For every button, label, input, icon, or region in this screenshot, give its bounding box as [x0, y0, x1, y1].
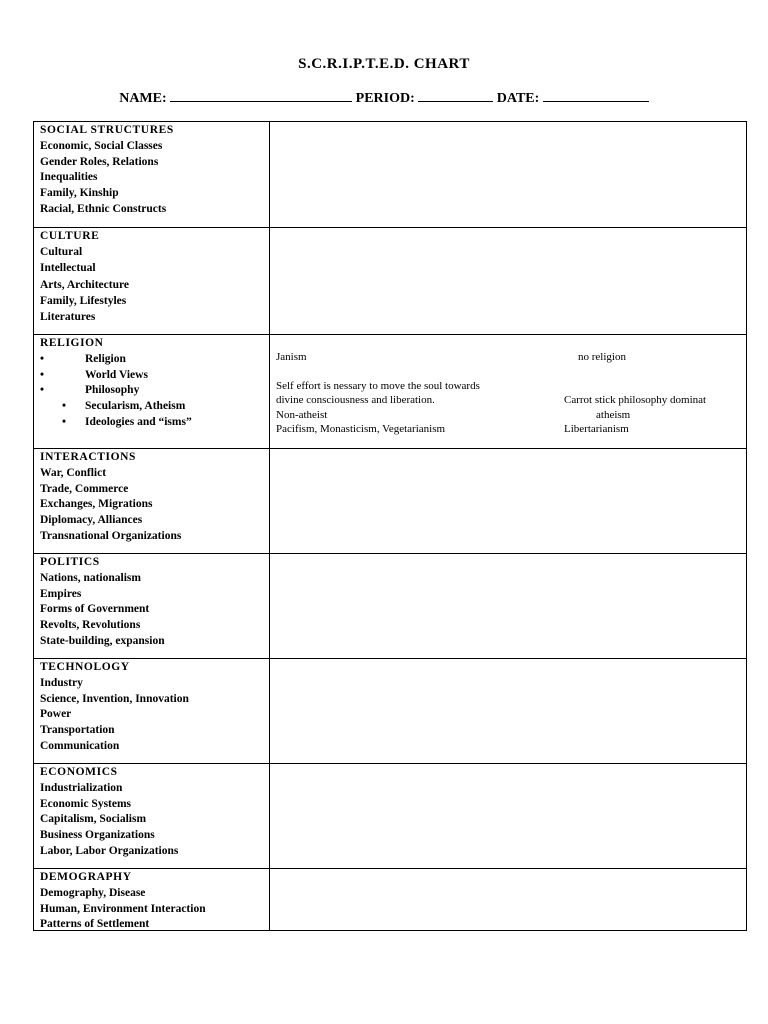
note-text: no religion [578, 351, 626, 363]
category-heading: RELIGION [40, 337, 104, 349]
category-item: Forms of Government [40, 603, 150, 616]
category-item: Nations, nationalism [40, 571, 141, 584]
category-item: Cultural [40, 245, 83, 258]
category-cell [34, 449, 270, 553]
category-item: Economic Systems [40, 797, 132, 810]
period-label: PERIOD: [355, 91, 415, 106]
note-text: divine consciousness and liberation. [276, 394, 435, 406]
row-social-structures [34, 122, 746, 228]
category-item: Economic, Social Classes [40, 139, 163, 152]
row-technology [34, 658, 746, 764]
category-item: Human, Environment Interaction [40, 902, 206, 915]
category-item: Revolts, Revolutions [40, 619, 141, 632]
date-label: DATE: [496, 91, 540, 106]
category-cell [34, 122, 270, 228]
category-item: Gender Roles, Relations [40, 155, 159, 168]
period-blank[interactable] [418, 89, 493, 102]
category-heading: SOCIAL STRUCTURES [40, 124, 174, 136]
row-religion [34, 334, 746, 449]
category-cell [34, 335, 270, 449]
name-blank[interactable] [170, 89, 352, 102]
category-heading: DEMOGRAPHY [40, 871, 132, 883]
category-item: Industrialization [40, 781, 123, 794]
category-cell [34, 869, 270, 930]
notes-cell[interactable] [270, 228, 746, 334]
category-item: Exchanges, Migrations [40, 498, 153, 511]
note-text: atheism [596, 409, 631, 421]
name-label: NAME: [119, 91, 167, 106]
notes-cell[interactable] [270, 122, 746, 228]
date-blank[interactable] [543, 89, 649, 102]
category-heading: CULTURE [40, 230, 100, 242]
bullet-item: • World Views [40, 368, 269, 384]
bullet-dot-icon: • [40, 368, 45, 381]
bullet-dot-icon: • [40, 384, 45, 397]
category-item: Patterns of Settlement [40, 918, 150, 931]
category-item: State-building, expansion [40, 634, 165, 647]
bullet-dot-icon: • [62, 415, 67, 428]
sub-bullet-item: • Secularism, Atheism [40, 399, 269, 415]
row-demography [34, 868, 746, 930]
category-item: Family, Kinship [40, 187, 119, 200]
note-text: Non-atheist [276, 409, 328, 421]
note-text: Self effort is nessary to move the soul towards [276, 380, 480, 392]
category-item: Business Organizations [40, 829, 155, 842]
bullet-dot-icon: • [62, 400, 67, 413]
note-text: Pacifism, Monasticism, Vegetarianism [276, 423, 446, 435]
category-item: Racial, Ethnic Constructs [40, 202, 167, 215]
category-heading: ECONOMICS [40, 766, 118, 778]
row-economics [34, 763, 746, 869]
category-cell [34, 554, 270, 659]
category-item: Inequalities [40, 171, 98, 184]
category-item: Literatures [40, 310, 96, 323]
category-heading: TECHNOLOGY [40, 661, 130, 673]
bullet-item: • Religion [40, 352, 269, 368]
category-cell [34, 228, 270, 334]
category-cell [34, 659, 270, 764]
note-text: Janism [276, 351, 307, 363]
category-item: Diplomacy, Alliances [40, 514, 143, 527]
notes-cell[interactable] [270, 449, 746, 553]
sub-bullet-item: • Ideologies and “isms” [40, 415, 269, 431]
row-politics [34, 553, 746, 659]
bullet-item: • Philosophy [40, 383, 269, 399]
category-item: Demography, Disease [40, 886, 146, 899]
category-item: Science, Invention, Innovation [40, 692, 189, 705]
scripted-chart-table [33, 121, 747, 931]
category-item: Labor, Labor Organizations [40, 844, 179, 857]
category-item: Transnational Organizations [40, 529, 182, 542]
bullet-dot-icon: • [40, 352, 45, 365]
student-info-line [0, 89, 768, 107]
row-interactions [34, 448, 746, 553]
note-text: Carrot stick philosophy dominat [564, 394, 707, 406]
category-item: Intellectual [40, 261, 96, 274]
notes-cell[interactable] [270, 869, 746, 930]
category-item: Arts, Architecture [40, 279, 129, 292]
category-item: War, Conflict [40, 466, 107, 479]
category-item: Industry [40, 676, 83, 689]
note-text: Libertarianism [564, 423, 629, 435]
notes-cell[interactable] [270, 335, 746, 449]
category-heading: INTERACTIONS [40, 451, 137, 463]
notes-cell[interactable] [270, 764, 746, 869]
category-item: Capitalism, Socialism [40, 813, 147, 826]
category-item: Family, Lifestyles [40, 295, 127, 308]
chart-title: S.C.R.I.P.T.E.D. CHART [298, 56, 470, 72]
category-item: Transportation [40, 724, 115, 737]
category-cell [34, 764, 270, 869]
category-item: Trade, Commerce [40, 482, 129, 495]
category-item: Empires [40, 587, 82, 600]
row-culture [34, 227, 746, 334]
category-item: Power [40, 708, 72, 721]
category-item: Communication [40, 739, 120, 752]
notes-cell[interactable] [270, 554, 746, 659]
notes-cell[interactable] [270, 659, 746, 764]
category-heading: POLITICS [40, 556, 100, 568]
